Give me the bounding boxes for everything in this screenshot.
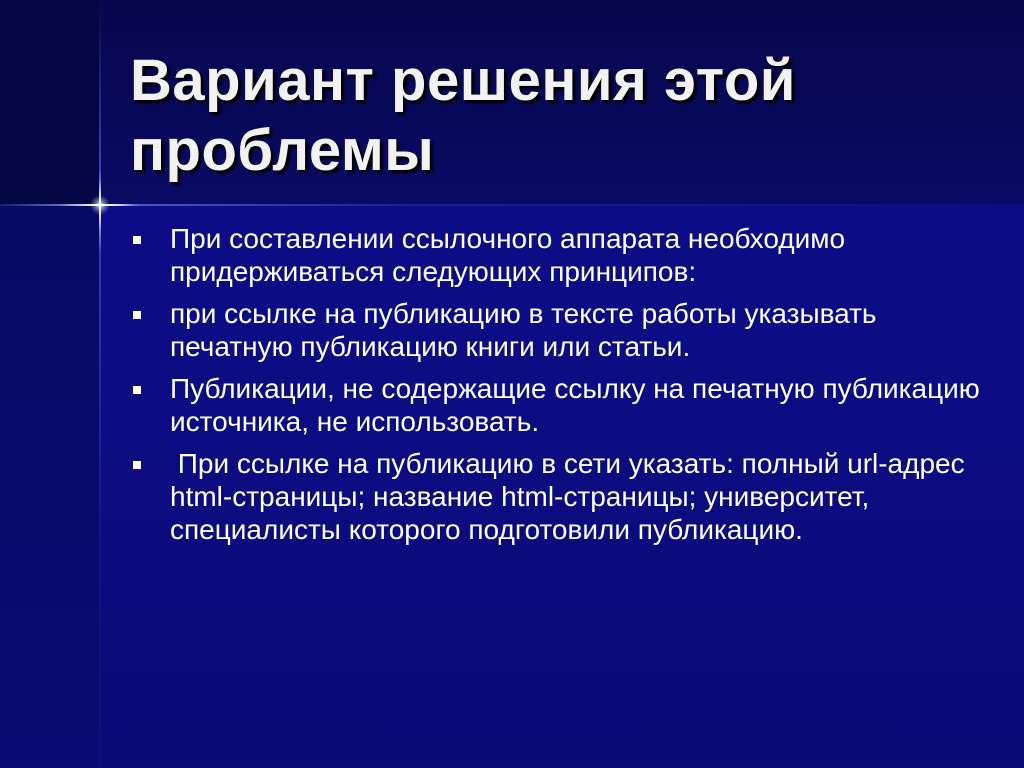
title-band-corner <box>0 0 100 205</box>
list-item-text: при ссылке на публикацию в тексте работы указывать печатную публикацию книги или статьи. <box>170 298 885 362</box>
sparkle-horizontal-ray <box>60 204 140 206</box>
square-bullet-icon <box>133 236 141 244</box>
list-item-text: При ссылке на публикацию в сети указать: полный url-адрес html-страницы; название html-страницы; университет, специалисты которого подготовили публикацию. <box>170 448 973 545</box>
list-item <box>130 447 990 546</box>
list-item-text: При составлении ссылочного аппарата необходимо придерживаться следующих принципов: <box>170 223 853 287</box>
square-bullet-icon <box>133 461 141 469</box>
slide-title: Вариант решения этой проблемы <box>130 48 796 183</box>
list-item <box>130 297 990 363</box>
list-item <box>130 372 990 438</box>
square-bullet-icon <box>133 386 141 394</box>
list-item <box>130 222 990 288</box>
list-item-text: Публикации, не содержащие ссылку на печатную публикацию источника, не использовать. <box>170 373 988 437</box>
vertical-accent-line <box>99 0 101 768</box>
bullet-list <box>130 222 990 555</box>
square-bullet-icon <box>133 311 141 319</box>
horizontal-accent-line <box>0 204 1024 206</box>
